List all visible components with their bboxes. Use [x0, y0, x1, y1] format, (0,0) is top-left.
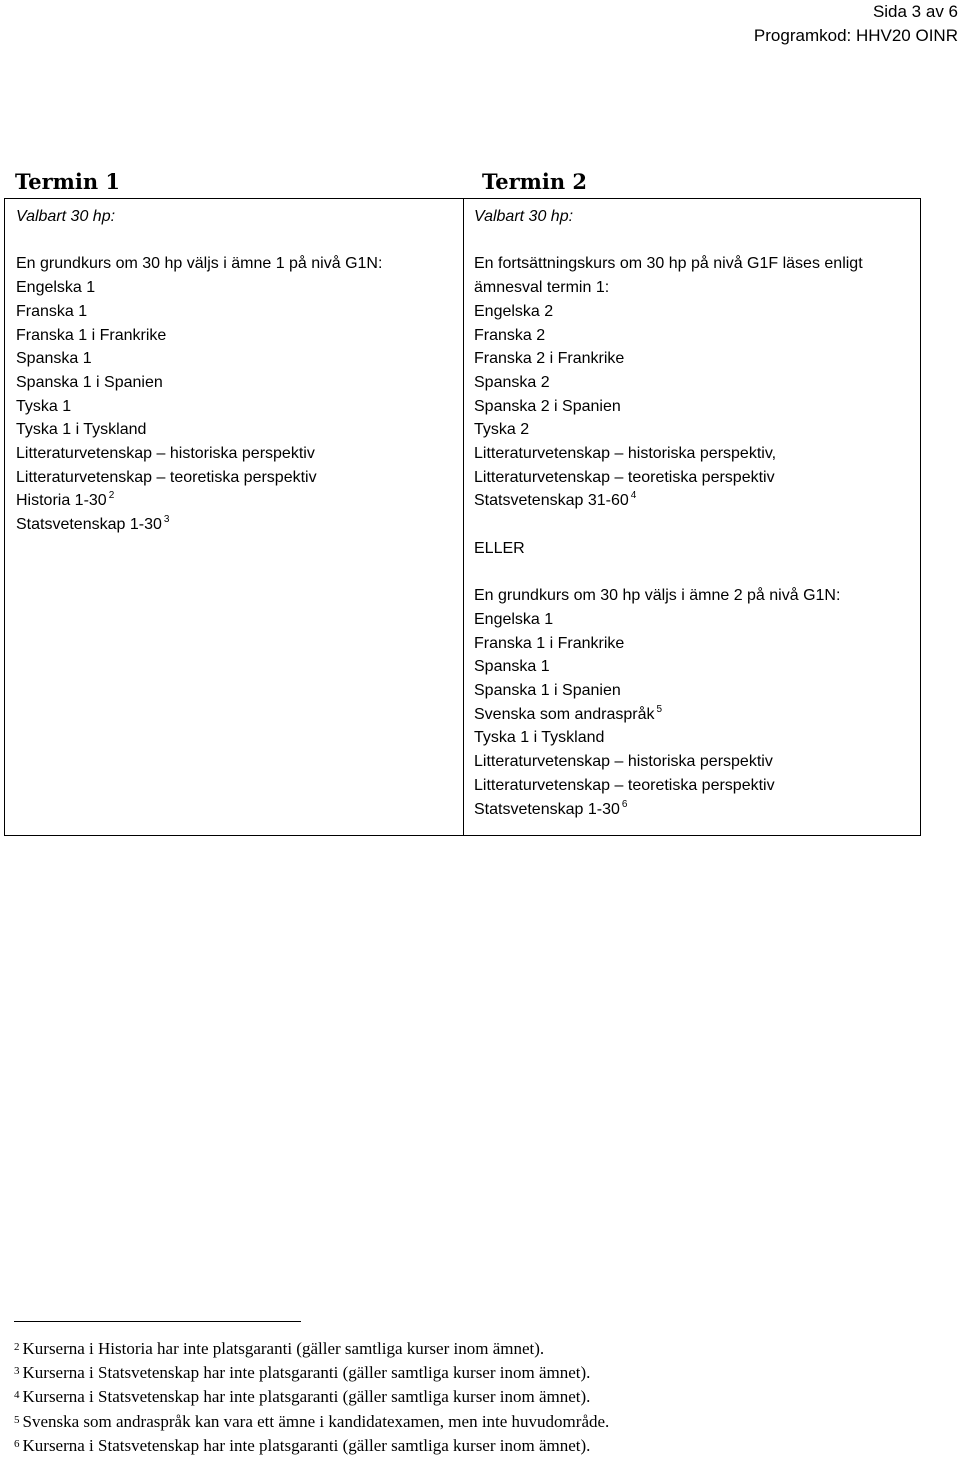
elective-label: Valbart 30 hp:: [474, 208, 574, 225]
course-item: [16, 324, 456, 348]
course-name: Litteraturvetenskap – teoretiska perspektiv: [474, 776, 775, 794]
course-item: [16, 418, 456, 442]
course-name: Spanska 2: [474, 373, 550, 391]
course-name: Tyska 2: [474, 421, 530, 439]
term-1-cell: [16, 205, 456, 537]
course-item: [16, 395, 456, 419]
course-name: Engelska 2: [474, 302, 554, 320]
course-name: Historia 1-30: [16, 492, 107, 510]
footnote-text: Kurserna i Statsvetenskap har inte platsgaranti (gäller samtliga kurser inom ämnet).: [22, 1363, 591, 1383]
footnote-ref: 5: [656, 703, 663, 715]
course-item: [474, 324, 919, 348]
course-item: [16, 442, 456, 466]
footnote: [14, 1409, 609, 1433]
footnote-separator: [14, 1321, 301, 1322]
course-name: Statsvetenskap 1-30: [16, 516, 162, 534]
course-item: [474, 418, 919, 442]
course-name: Spanska 2 i Spanien: [474, 397, 621, 415]
course-item: [16, 489, 456, 513]
course-name: Svenska som andraspråk: [474, 705, 655, 723]
footnote-number: 4: [14, 1389, 20, 1402]
course-name: Spanska 1: [474, 658, 550, 676]
course-item: [474, 300, 919, 324]
course-item: [474, 371, 919, 395]
footnote-number: 5: [14, 1413, 20, 1426]
course-name: Franska 1 i Frankrike: [474, 634, 625, 652]
course-item: [474, 395, 919, 419]
course-item: [474, 347, 919, 371]
course-item: [474, 774, 919, 798]
course-name: Franska 1 i Frankrike: [16, 326, 167, 344]
course-name: Litteraturvetenskap – historiska perspektiv,: [474, 445, 777, 463]
course-item: [474, 632, 919, 656]
course-item: [474, 466, 919, 490]
footnote-ref: 4: [630, 490, 637, 502]
footnote-number: 6: [14, 1437, 20, 1450]
course-list: [16, 276, 456, 537]
course-name: Spanska 1: [16, 350, 92, 368]
course-item: [474, 608, 919, 632]
course-name: Litteraturvetenskap – historiska perspektiv: [16, 445, 315, 463]
course-name: Tyska 1 i Tyskland: [16, 421, 147, 439]
footnote-text: Kurserna i Statsvetenskap har inte platsgaranti (gäller samtliga kurser inom ämnet).: [22, 1435, 591, 1455]
footnote-number: 2: [14, 1341, 20, 1353]
course-item: [474, 679, 919, 703]
course-name: Tyska 1 i Tyskland: [474, 729, 605, 747]
course-item: [474, 442, 919, 466]
footnote: [14, 1360, 609, 1384]
course-intro-cont: ämnesval termin 1:: [474, 279, 610, 297]
footnote-ref: 6: [621, 798, 628, 810]
elective-label: Valbart 30 hp:: [16, 208, 116, 225]
course-name: Litteraturvetenskap – historiska perspektiv: [474, 753, 773, 771]
spacer: [474, 561, 919, 585]
course-table: [4, 198, 921, 836]
footnote-ref: 3: [163, 514, 170, 526]
course-item: [474, 655, 919, 679]
course-name: Spanska 1 i Spanien: [16, 373, 163, 391]
column-divider: [463, 199, 464, 835]
course-intro: En grundkurs om 30 hp väljs i ämne 2 på nivå G1N:: [474, 587, 841, 605]
course-name: Franska 2 i Frankrike: [474, 350, 625, 368]
term-1-heading: Termin 1: [15, 169, 121, 194]
course-name: Franska 1: [16, 302, 88, 320]
course-list: [474, 300, 919, 513]
footnotes: [14, 1336, 609, 1457]
course-item: [16, 371, 456, 395]
course-intro: En fortsättningskurs om 30 hp på nivå G1F läses enligt: [474, 255, 863, 273]
term-2-heading: Termin 2: [482, 169, 588, 194]
course-name: Litteraturvetenskap – teoretiska perspektiv: [16, 468, 317, 486]
course-name: Engelska 1: [474, 610, 554, 628]
course-item: [474, 703, 919, 727]
footnote-text: Svenska som andraspråk kan vara ett ämne i kandidatexamen, men inte huvudområde.: [22, 1411, 610, 1431]
footnote: [14, 1384, 609, 1408]
course-name: Franska 2: [474, 326, 546, 344]
spacer: [474, 229, 919, 253]
program-code: Programkod: HHV20 OINR: [753, 26, 958, 45]
footnote-text: Kurserna i Statsvetenskap har inte platsgaranti (gäller samtliga kurser inom ämnet).: [22, 1387, 591, 1407]
course-name: Statsvetenskap 1-30: [474, 800, 620, 818]
course-item: [16, 276, 456, 300]
or-separator: ELLER: [474, 539, 525, 557]
course-item: [474, 750, 919, 774]
spacer: [474, 513, 919, 537]
course-item: [474, 726, 919, 750]
course-name: Litteraturvetenskap – teoretiska perspektiv: [474, 468, 775, 486]
footnote: [14, 1336, 609, 1360]
course-item: [16, 347, 456, 371]
course-name: Tyska 1: [16, 397, 72, 415]
footnote: [14, 1433, 609, 1457]
course-item: [474, 489, 919, 513]
course-item: [16, 466, 456, 490]
term-2-cell: [474, 205, 919, 821]
course-name: Spanska 1 i Spanien: [474, 682, 621, 700]
course-item: [474, 798, 919, 822]
page-header: [754, 0, 958, 48]
spacer: [16, 229, 456, 253]
course-name: Engelska 1: [16, 279, 96, 297]
course-intro: En grundkurs om 30 hp väljs i ämne 1 på nivå G1N:: [16, 255, 383, 273]
footnote-ref: 2: [108, 490, 115, 502]
course-name: Statsvetenskap 31-60: [474, 492, 629, 510]
footnote-text: Kurserna i Historia har inte platsgaranti (gäller samtliga kurser inom ämnet).: [22, 1339, 545, 1358]
page-number: Sida 3 av 6: [872, 2, 958, 21]
course-item: [16, 513, 456, 537]
footnote-number: 3: [14, 1365, 20, 1378]
course-item: [16, 300, 456, 324]
course-list: [474, 608, 919, 821]
